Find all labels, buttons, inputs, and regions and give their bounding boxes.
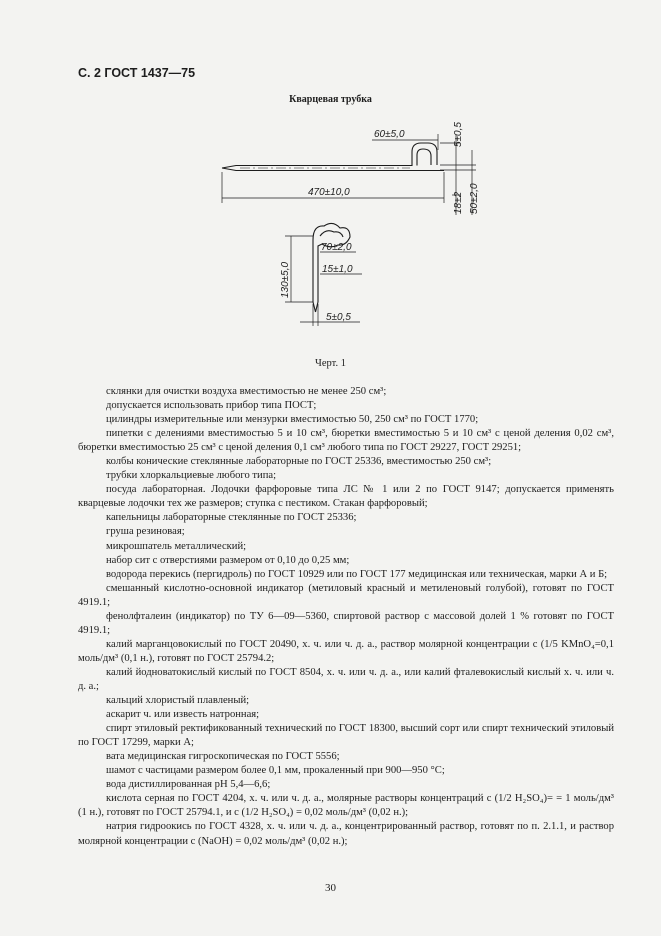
paragraph: капельницы лабораторные стеклянные по ГОСТ 25336; [106,512,357,524]
paragraph: цилиндры измерительные или мензурки вместимостью 50, 250 см³ по ГОСТ 1770; [106,414,479,426]
paragraph: смешанный кислотно-основной индикатор (метиловый красный и метиленовый голубой), готовят по ГОСТ 4919.1; [78,582,614,608]
paragraph: набор сит с отверстиями размером от 0,10 до 0,25 мм; [106,554,350,566]
figure-caption: Черт. 1 [315,358,346,369]
page-number: 30 [325,882,336,894]
paragraph: кальций хлористый плавленый; [106,695,250,707]
paragraph: спирт этиловый ректификованный технический по ГОСТ 18300, высший сорт или спирт технический этиловый по ГОСТ 17299, марки А; [78,723,614,749]
quartz-tube-drawing [0,110,661,350]
dim-50: 50±2,0 [469,183,480,214]
paragraph: калий марганцовокислый по ГОСТ 20490, х. ч. или ч. д. а., раствор молярной концентрации c (1/5 KMnO₄=0,1 моль/дм³ (0,1 н.), готовят по ГОСТ 25794.2; [78,638,614,664]
dim-18: 18±2 [453,191,464,214]
paragraph: колбы конические стеклянные лабораторные по ГОСТ 25336, вместимостью 250 см³; [106,456,492,468]
paragraph: трубки хлоркальциевые любого типа; [106,470,277,482]
paragraph: вода дистиллированная pH 5,4—6,6; [106,779,271,791]
dim-70: 70±2,0 [321,242,352,253]
paragraph: аскарит ч. или известь натронная; [106,709,260,721]
paragraph: водорода перекись (пергидроль) по ГОСТ 10929 или по ГОСТ 177 медицинская или техническая, марки А и Б; [106,568,608,580]
dim-60: 60±5,0 [374,129,405,140]
dim-15: 15±1,0 [322,264,353,275]
paragraph: пипетки с делениями вместимостью 5 и 10 см³, бюретки вместимостью 5 и 10 см³ с ценой деления 0,02 см³, бюретки вместимостью 25 см³ с ценой деления 0,1 см³ любого типа по ГОСТ 29227, ГОСТ 29251; [78,428,614,454]
page-header: С. 2 ГОСТ 1437—75 [78,66,196,80]
paragraph: склянки для очистки воздуха вместимостью не менее 250 см³; [106,386,387,397]
paragraph: натрия гидроокись по ГОСТ 4328, х. ч. или ч. д. а., концентрированный раствор, готовят по п. 2.1.1, и раствор молярной концентрации c (NaOH) = 0,02 моль/дм³ (0,02 н.); [78,821,614,847]
long-tube-shape [222,143,444,171]
paragraph: вата медицинская гигроскопическая по ГОСТ 5556; [106,751,340,763]
dim-5b: 5±0,5 [326,312,351,323]
figure-title: Кварцевая трубка [289,94,372,105]
paragraph: кислота серная по ГОСТ 4204, х. ч. или ч. д. а., молярные растворы концентраций c (1/2 H₂SO₄)= = 1 моль/дм³ (1 н.), готовят по ГОСТ 25794.1, и c (1/2 H₂SO₄) = 0,02 моль/дм³ (0,02 н.); [78,793,614,819]
dim-130: 130±5,0 [280,261,291,298]
paragraph: фенолфталеин (индикатор) по ТУ 6—09—5360, спиртовой раствор с массовой долей 1 % готовят по ГОСТ 4919.1; [78,610,614,636]
dim-5a: 5±0,5 [453,122,464,147]
body-text [78,385,614,849]
paragraph: шамот с частицами размером более 0,1 мм, прокаленный при 900—950 °С; [106,765,445,777]
paragraph: посуда лабораторная. Лодочки фарфоровые типа ЛС № 1 или 2 по ГОСТ 9147; допускается применять кварцевые лодочки тех же размеров; ступка с пестиком. Стакан фарфоровый; [78,484,614,510]
paragraph: калий йодноватокислый кислый по ГОСТ 8504, х. ч. или ч. д. а., или калий фталевокислый кислый х. ч. или ч. д. а.; [78,666,614,692]
paragraph: допускается использовать прибор типа ПОСТ; [106,400,317,412]
dim-470: 470±10,0 [308,187,350,198]
paragraph: микрошпатель металлический; [106,540,247,552]
paragraph: груша резиновая; [106,526,185,538]
